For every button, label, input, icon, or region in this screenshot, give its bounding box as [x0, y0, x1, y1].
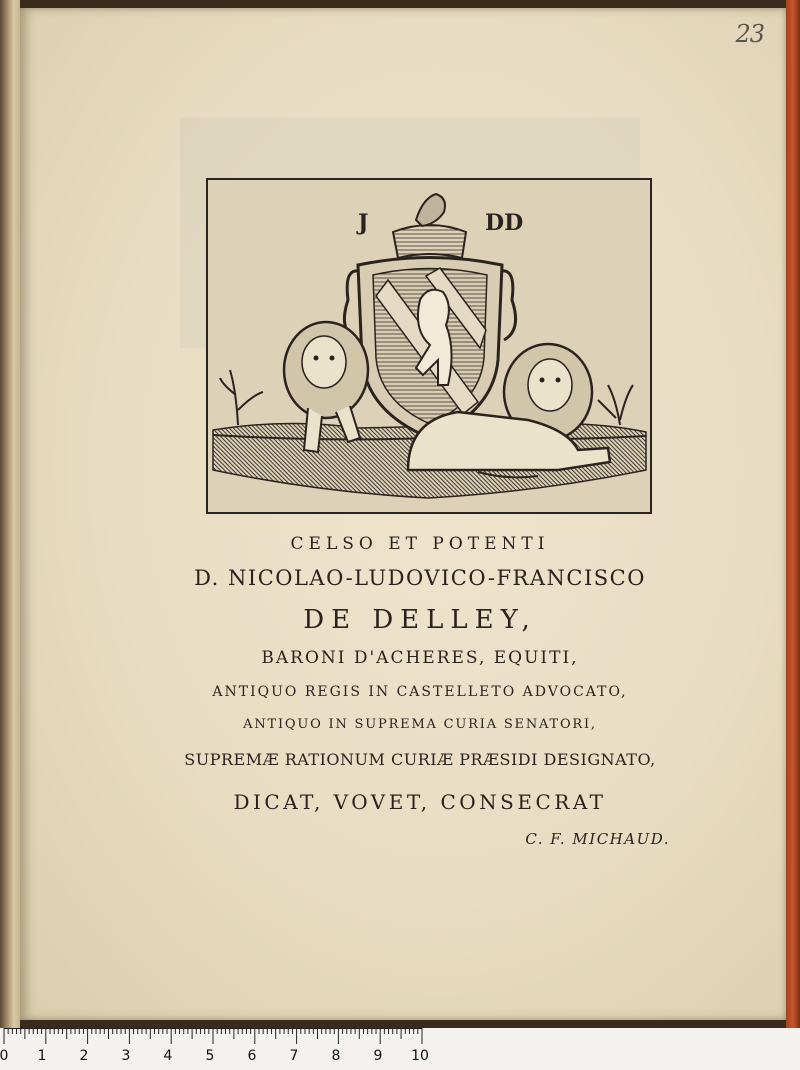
dedication-line-5: ANTIQUO REGIS IN CASTELLETO ADVOCATO, [212, 684, 628, 700]
dedication-line-8: DICAT, VOVET, CONSECRAT [233, 790, 607, 814]
book-spine [0, 0, 20, 1028]
book-page [20, 8, 786, 1020]
monogram-right: DD [485, 210, 524, 236]
ruler-label-9: 9 [373, 1048, 383, 1064]
ruler-label-1: 1 [37, 1048, 47, 1064]
dedication-line-4: BARONI D'ACHERES, EQUITI, [261, 648, 579, 668]
coat-of-arms-illustration [208, 180, 650, 512]
dedication-line-6: ANTIQUO IN SUPREMA CURIA SENATORI, [243, 717, 597, 732]
ruler-label-5: 5 [205, 1048, 215, 1064]
ruler-label-7: 7 [289, 1048, 299, 1064]
ruler-label-10: 10 [411, 1048, 429, 1064]
ruler-label-2: 2 [79, 1048, 89, 1064]
ruler-label-3: 3 [121, 1048, 131, 1064]
dedication-line-2: D. NICOLAO-LUDOVICO-FRANCISCO [194, 566, 646, 590]
ruler-label-8: 8 [331, 1048, 341, 1064]
dedication-line-7: SUPREMÆ RATIONUM CURIÆ PRÆSIDI DESIGNATO, [184, 750, 656, 769]
signature: C. F. MICHAUD. [525, 830, 670, 848]
ruler-label-4: 4 [163, 1048, 173, 1064]
coat-of-arms-engraving [206, 178, 652, 514]
ruler-ticks [0, 1028, 800, 1048]
ruler-label-6: 6 [247, 1048, 257, 1064]
dedication-line-1: CELSO ET POTENTI [290, 534, 550, 554]
page-number: 23 [735, 20, 764, 48]
measurement-ruler [0, 1028, 800, 1070]
monogram-left: J [358, 210, 369, 236]
book-fore-edge [786, 0, 800, 1028]
dedication-line-3: DE DELLEY, [303, 605, 537, 635]
ruler-label-0: 0 [0, 1048, 9, 1064]
